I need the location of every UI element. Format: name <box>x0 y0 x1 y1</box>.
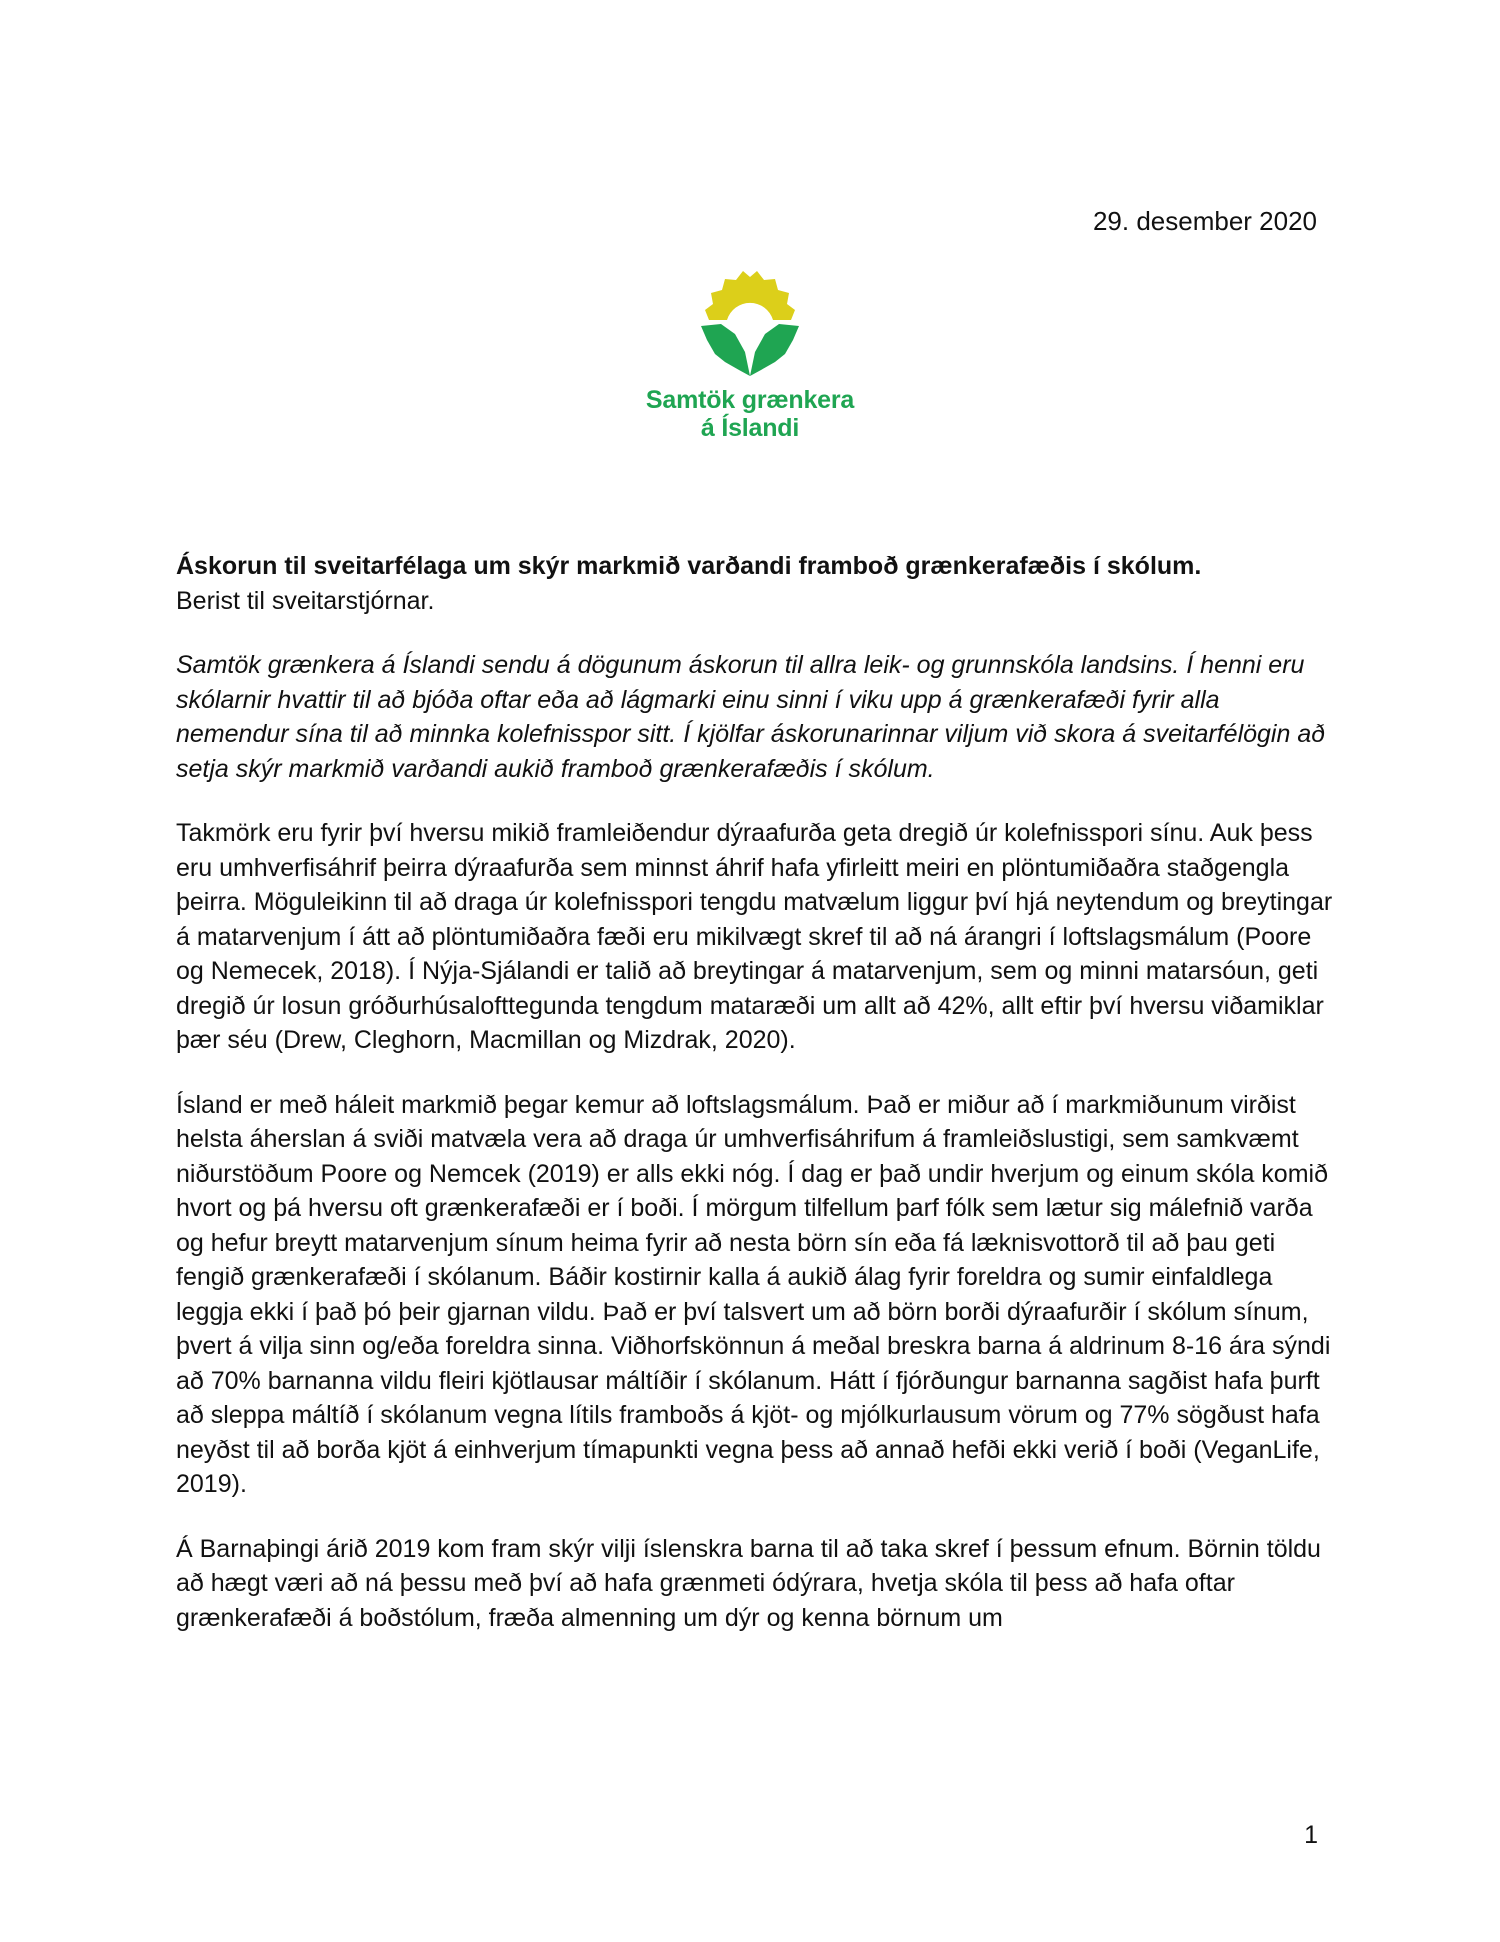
page-number: 1 <box>1304 1821 1318 1849</box>
document-body <box>176 549 1336 1635</box>
document-title: Áskorun til sveitarfélaga um skýr markmið varðandi framboð grænkerafæðis í skólum. <box>176 552 1202 580</box>
logo-text-line1: Samtök grænkera <box>645 386 855 414</box>
document-subtitle: Berist til sveitarstjórnar. <box>176 586 435 615</box>
logo-text <box>620 386 880 442</box>
sun-leaves-logo-icon <box>695 268 805 380</box>
document-date: 29. desember 2020 <box>1092 206 1317 236</box>
organization-logo <box>620 262 880 462</box>
body-paragraph: Á Barnaþingi árið 2019 kom fram skýr vilji íslenskra barna til að taka skref í þessum efnum. Börnin töldu að hægt væri að ná þessu með því að hafa grænmeti ódýrara, hvetja skóla til þess að hafa oftar grænkerafæði á boðstólum, fræða almenning um dýr og kenna börnum um <box>176 1534 1321 1632</box>
body-paragraph: Ísland er með háleit markmið þegar kemur að loftslagsmálum. Það er miður að í markmiðunum virðist helsta áherslan á sviði matvæla vera að draga úr umhverfisáhrifum á framleiðslustigi, sem samkvæmt niðurstöðum Poore og Nemcek (2019) er alls ekki nóg. Í dag er það undir hverjum og einum skóla komið hvort og þá hversu oft grænkerafæði er í boði. Í mörgum tilfellum þarf fólk sem lætur sig málefnið varða og hefur breytt matarvenjum sínum heima fyrir að nesta börn sín eða fá læknisvottorð til að þau geti fengið grænkerafæði í skólanum. Báðir kostirnir kalla á aukið álag fyrir foreldra og sumir einfaldlega leggja ekki í það þó þeir gjarnan vildu. Það er því talsvert um að börn borði dýraafurðir í skólum sínum, þvert á vilja sinn og/eða foreldra sinna. Viðhorfskönnun á meðal breskra barna á aldrinum 8-16 ára sýndi að 70% barnanna vildu fleiri kjötlausar máltíðir í skólanum. Hátt í fjórðungur barnanna sagðist hafa þurft að sleppa máltíð í skólanum vegna lítils framboðs á kjöt- og mjólkurlausum vörum og 77% sögðust hafa neyðst til að borða kjöt á einhverjum tímapunkti vegna þess að annað hefði ekki verið í boði (VeganLife, 2019). <box>176 1090 1331 1498</box>
body-paragraph: Takmörk eru fyrir því hversu mikið framleiðendur dýraafurða geta dregið úr kolefnisspori sínu. Auk þess eru umhverfisáhrif þeirra dýraafurða sem minnst áhrif hafa yfirleitt meiri en plöntumiðaðra staðgengla þeirra. Möguleikinn til að draga úr kolefnisspori tengdu matvælum liggur því hjá neytendum og breytingar á matarvenjum í átt að plöntumiðaðra fæði eru mikilvægt skref til að ná árangri í loftslagsmálum (Poore og Nemecek, 2018). Í Nýja-Sjálandi er talið að breytingar á matarvenjum, sem og minni matarsóun, geti dregið úr losun gróðurhúsalofttegunda tengdum mataræði um allt að 42%, allt eftir því hversu viðamiklar þær séu (Drew, Cleghorn, Macmillan og Mizdrak, 2020). <box>176 819 1333 1054</box>
intro-paragraph: Samtök grænkera á Íslandi sendu á dögunum áskorun til allra leik- og grunnskóla landsins. Í henni eru skólarnir hvattir til að bjóða oftar eða að lágmarki einu sinni í viku upp á grænkerafæði fyrir alla nemendur sína til að minnka kolefnisspor sitt. Í kjölfar áskorunarinnar viljum við skora á sveitarfélögin að setja skýr markmið varðandi aukið framboð grænkerafæðis í skólum. <box>176 651 1326 783</box>
logo-text-line2: á Íslandi <box>700 414 800 442</box>
